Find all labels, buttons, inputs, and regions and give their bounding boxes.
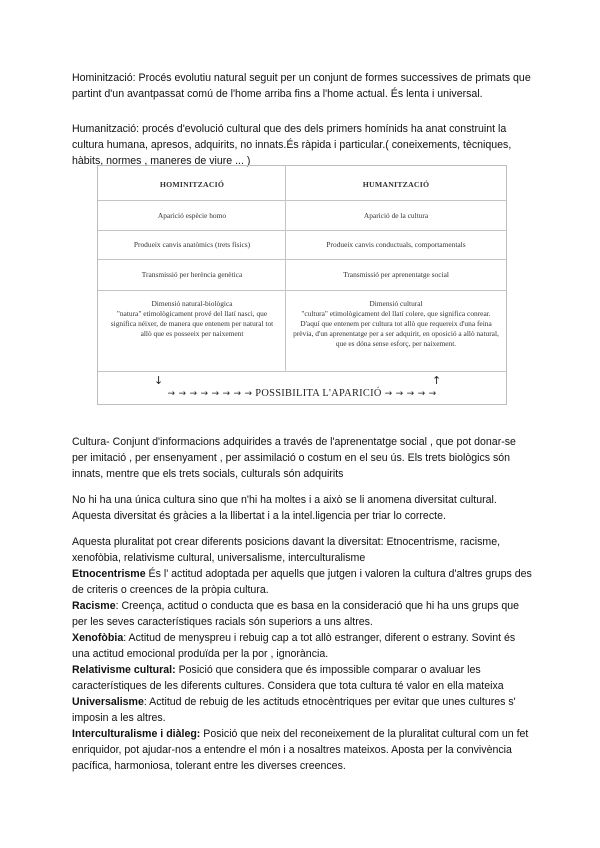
table-cell: Aparició de la cultura [363, 211, 429, 220]
humanitzacio-text: procés d'evolució cultural que des dels primers homínids ha anat construint la cultura humana, apresos, adquirits, no innats.És ràpida i particular.( coneixements, tècniques, hàbits, normes , maneres de viure ... ) [72, 123, 512, 167]
table-row-divider [98, 230, 506, 231]
table-row-divider [98, 371, 506, 372]
definition-universalisme [72, 694, 532, 726]
arrow-down-icon: ↓ [154, 374, 164, 387]
definition-term: Xenofòbia [72, 632, 124, 644]
definition-term: Etnocentrisme [72, 568, 146, 580]
possibilita-line [98, 388, 506, 399]
table-column-divider [285, 166, 286, 371]
diversitat-paragraph: No hi ha una única cultura sino que n'hi ha moltes i a això se li anomena diversitat cultural. Aquesta diversitat és gràcies a la llibertat i a la intel.ligencia per triar lo correcte. [72, 494, 497, 522]
humanitzacio-label: Humanització: [72, 123, 140, 135]
definition-text: : Actitud de rebuig de les actituds etnocèntriques per evitar que unes cultures s' imposin a les altres. [72, 696, 516, 724]
table-cell: Produeix canvis anatòmics (trets físics) [133, 240, 251, 249]
arrows-left: → → → → → → → → [167, 389, 253, 399]
definition-interculturalisme [72, 726, 532, 774]
comparison-table [97, 165, 507, 405]
definition-relativisme [72, 662, 532, 694]
hominitzacio-label: Hominització: [72, 72, 136, 84]
dimension-natural-title: Dimensió natural-biològica [151, 299, 233, 308]
table-cell: Transmissió per herència genètica [141, 270, 243, 279]
definition-text: Posició que neix del reconeixement de la pluralitat cultural com un fet enriquidor, pot ajudar-nos a entendre el món i a nosaltres mateixos. Aposta per la convivència pacífica, harmoniosa, tolerant entre les diverses creences. [72, 728, 529, 772]
possibilita-text: POSSIBILITA L'APARICIÓ [255, 388, 382, 399]
definition-term: Universalisme [72, 696, 144, 708]
table-header-hominitzacio: HOMINITZACIÓ [159, 180, 225, 189]
dimension-cultural-title: Dimensió cultural [369, 299, 423, 308]
cultura-paragraph: Cultura- Conjunt d'informacions adquirides a través de l'aprenentatge social , que pot donar-se per imitació , per ensenyament , per assimilació o costum en el seu ús. Els trets biològics són innats, mentre que els trets socials, culturals són adquirits [72, 436, 516, 480]
arrows-right: → → → → → [384, 389, 437, 399]
definition-term: Relativisme cultural: [72, 664, 176, 676]
humanitzacio-paragraph [72, 121, 532, 169]
definition-text: Posició que considera que és impossible comparar o avaluar les característiques de les diferents cultures. Considera que tota cultura té valor en ella mateixa [72, 664, 504, 692]
definition-term: Interculturalisme i diàleg: [72, 728, 201, 740]
definition-etnocentrisme [72, 566, 532, 598]
dimension-natural-text: "natura" etimològicament prové del llatí nasci, que significa néixer, de manera que entenem per natural tot allò que es posseeix per naixement [110, 309, 274, 338]
definition-text: És l' actitud adoptada per aquells que jutgen i valoren la cultura d'altres grups des de criteris o creences de la pròpia cultura. [72, 568, 532, 596]
definition-term: Racisme [72, 600, 116, 612]
table-cell: Aparició espècie homo [157, 211, 227, 220]
table-row-divider [98, 290, 506, 291]
arrow-up-icon: ↑ [432, 374, 442, 387]
definition-text: : Creença, actitud o conducta que es basa en la consideració que hi ha uns grups que per les seves característiques racials són superiors a uns altres. [72, 600, 520, 628]
definition-racisme [72, 598, 532, 630]
table-row-divider [98, 200, 506, 201]
definition-text: : Actitud de menyspreu i rebuig cap a tot allò estranger, diferent o estrany. Sovint és una actitud emocional produïda per la por , ignorància. [72, 632, 516, 660]
dimension-cultural-text: "cultura" etimològicament del llatí colere, que significa conrear. D'aquí que entenem per cultura tot allò que requereix d'una feina prèvia, d'un aprenentatge per a ser adquirit, en oposició a allò natural, que es dóna sense esforç, per naixement. [293, 309, 499, 348]
hominitzacio-paragraph [72, 70, 532, 102]
definition-xenofobia [72, 630, 532, 662]
table-row-divider [98, 259, 506, 260]
table-header-humanitzacio: HUMANITZACIÓ [362, 180, 430, 189]
pluralitat-paragraph: Aquesta pluralitat pot crear diferents posicions davant la diversitat: Etnocentrisme, racisme, xenofòbia, relativisme cultural, universalisme, interculturalisme [72, 536, 501, 564]
table-cell: Transmissió per aprenentatge social [343, 270, 449, 279]
hominitzacio-text: Procés evolutiu natural seguit per un conjunt de formes successives de primats que partint d'un avantpassat comú de l'home arriba fins a l'home actual. És lenta i universal. [72, 72, 531, 100]
table-cell: Produeix canvis conductuals, comportamentals [326, 240, 466, 249]
